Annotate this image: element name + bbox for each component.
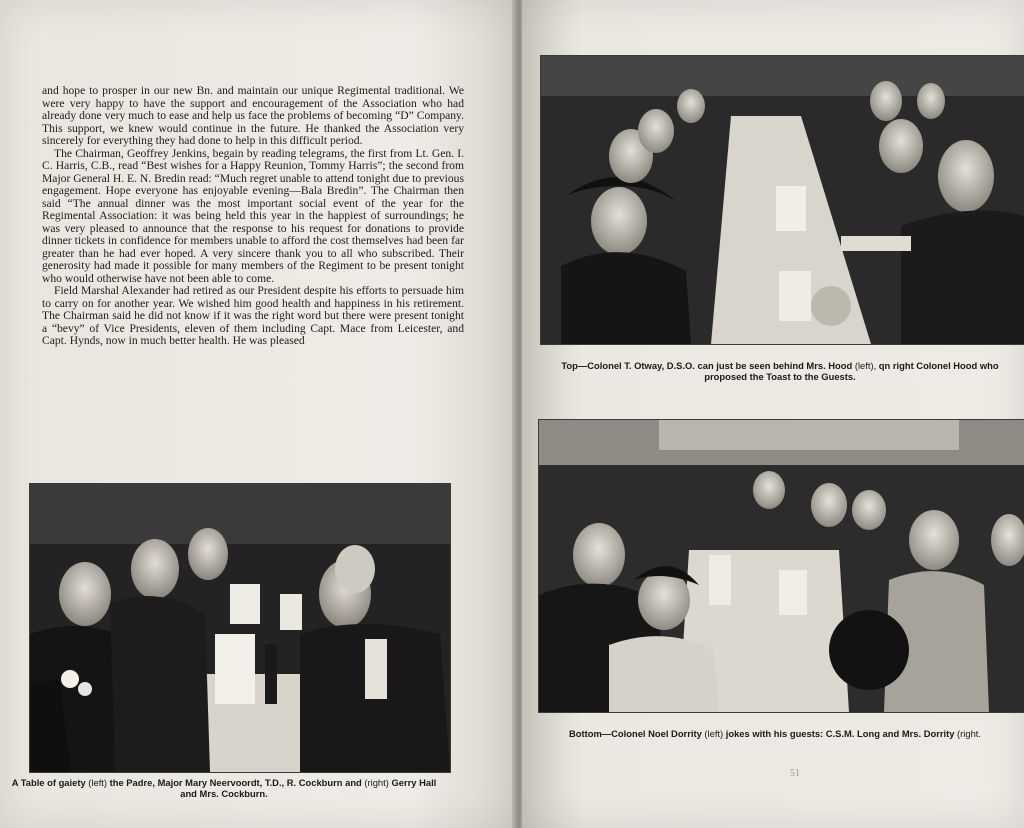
- page-number: 51: [790, 768, 800, 779]
- photo-image: [30, 484, 450, 772]
- caption-1-part-a: A Table of gaiety: [11, 777, 89, 788]
- caption-1-part-e: Gerry Hall and Mrs. Cockburn.: [180, 777, 437, 799]
- article-body: [42, 85, 464, 348]
- caption-2-part-c: qn right Colonel Hood who proposed the Toast to the Guests.: [704, 360, 999, 382]
- paragraph-2: The Chairman, Geoffrey Jenkins, begain by reading telegrams, the first from Lt. Gen. I. C. Harris, C.B., read “Best wishes for a Happy Reunion, Tommy Harris”; the second from Major General H. E. N. Bredin read: “Much regret unable to attend tonight due to previous engagement. Hope everyone has enjoyable evening—Bala Bredin”. The Chairman then said “The annual dinner was the most important social event of the year for the Regimental Association: it was being held this year in the happiest of surroundings; he was very pleased to announce that the response to his request for donations to provide dinner tickets in confidence for members unable to afford the cost themselves had been far greater than he had ever hoped. A very sincere thank you to all who subscribed. Their generosity had made it possible for many members of the Regiment to be present tonight who would otherwise have not been able to come.: [42, 146, 464, 285]
- caption-top-photo: [560, 360, 1000, 382]
- photo-top-colonel-otway: [541, 56, 1024, 344]
- paragraph-3: Field Marshal Alexander had retired as our President despite his efforts to persuade him to carry on for another year. We wished him good health and happiness in his retirement. The Chairman said he did not know if it was the right word but there were present tonight a “bevy” of Vice Presidents, eleven of them including Capt. Mace from Leicester, and Capt. Hynds, now in much better health. He was pleased: [42, 284, 464, 347]
- caption-3-part-d: (right.: [957, 728, 982, 739]
- caption-3-part-c: jokes with his guests: C.S.M. Long and Mrs. Dorrity: [723, 728, 958, 739]
- caption-2-part-b: (left),: [854, 360, 877, 371]
- photo-image: [541, 56, 1024, 344]
- caption-1-part-b: (left): [88, 777, 108, 788]
- caption-1-part-c: the Padre, Major Mary Neervoordt, T.D., R. Cockburn and: [107, 777, 365, 788]
- caption-bottom-photo: [560, 728, 990, 739]
- photo-table-of-gaiety: [30, 484, 450, 772]
- photo-image: [539, 420, 1024, 712]
- caption-table-of-gaiety: [4, 777, 444, 799]
- photo-bottom-colonel-dorrity: [539, 420, 1024, 712]
- caption-3-part-b: (left): [704, 728, 724, 739]
- caption-1-part-d: (right): [364, 777, 389, 788]
- paragraph-1: and hope to prosper in our new Bn. and maintain our unique Regimental traditional. We were very happy to have the support and encouragement of the Association who had already done very much to ease and help us face the problems of becoming “D” Company. This support, we knew would continue in the future. He thanked the Association very sincerely for everything they had done to help in this difficult period.: [42, 84, 464, 147]
- caption-2-part-a: Top—Colonel T. Otway, D.S.O. can just be seen behind Mrs. Hood: [561, 360, 855, 371]
- caption-3-part-a: Bottom—Colonel Noel Dorrity: [568, 728, 705, 739]
